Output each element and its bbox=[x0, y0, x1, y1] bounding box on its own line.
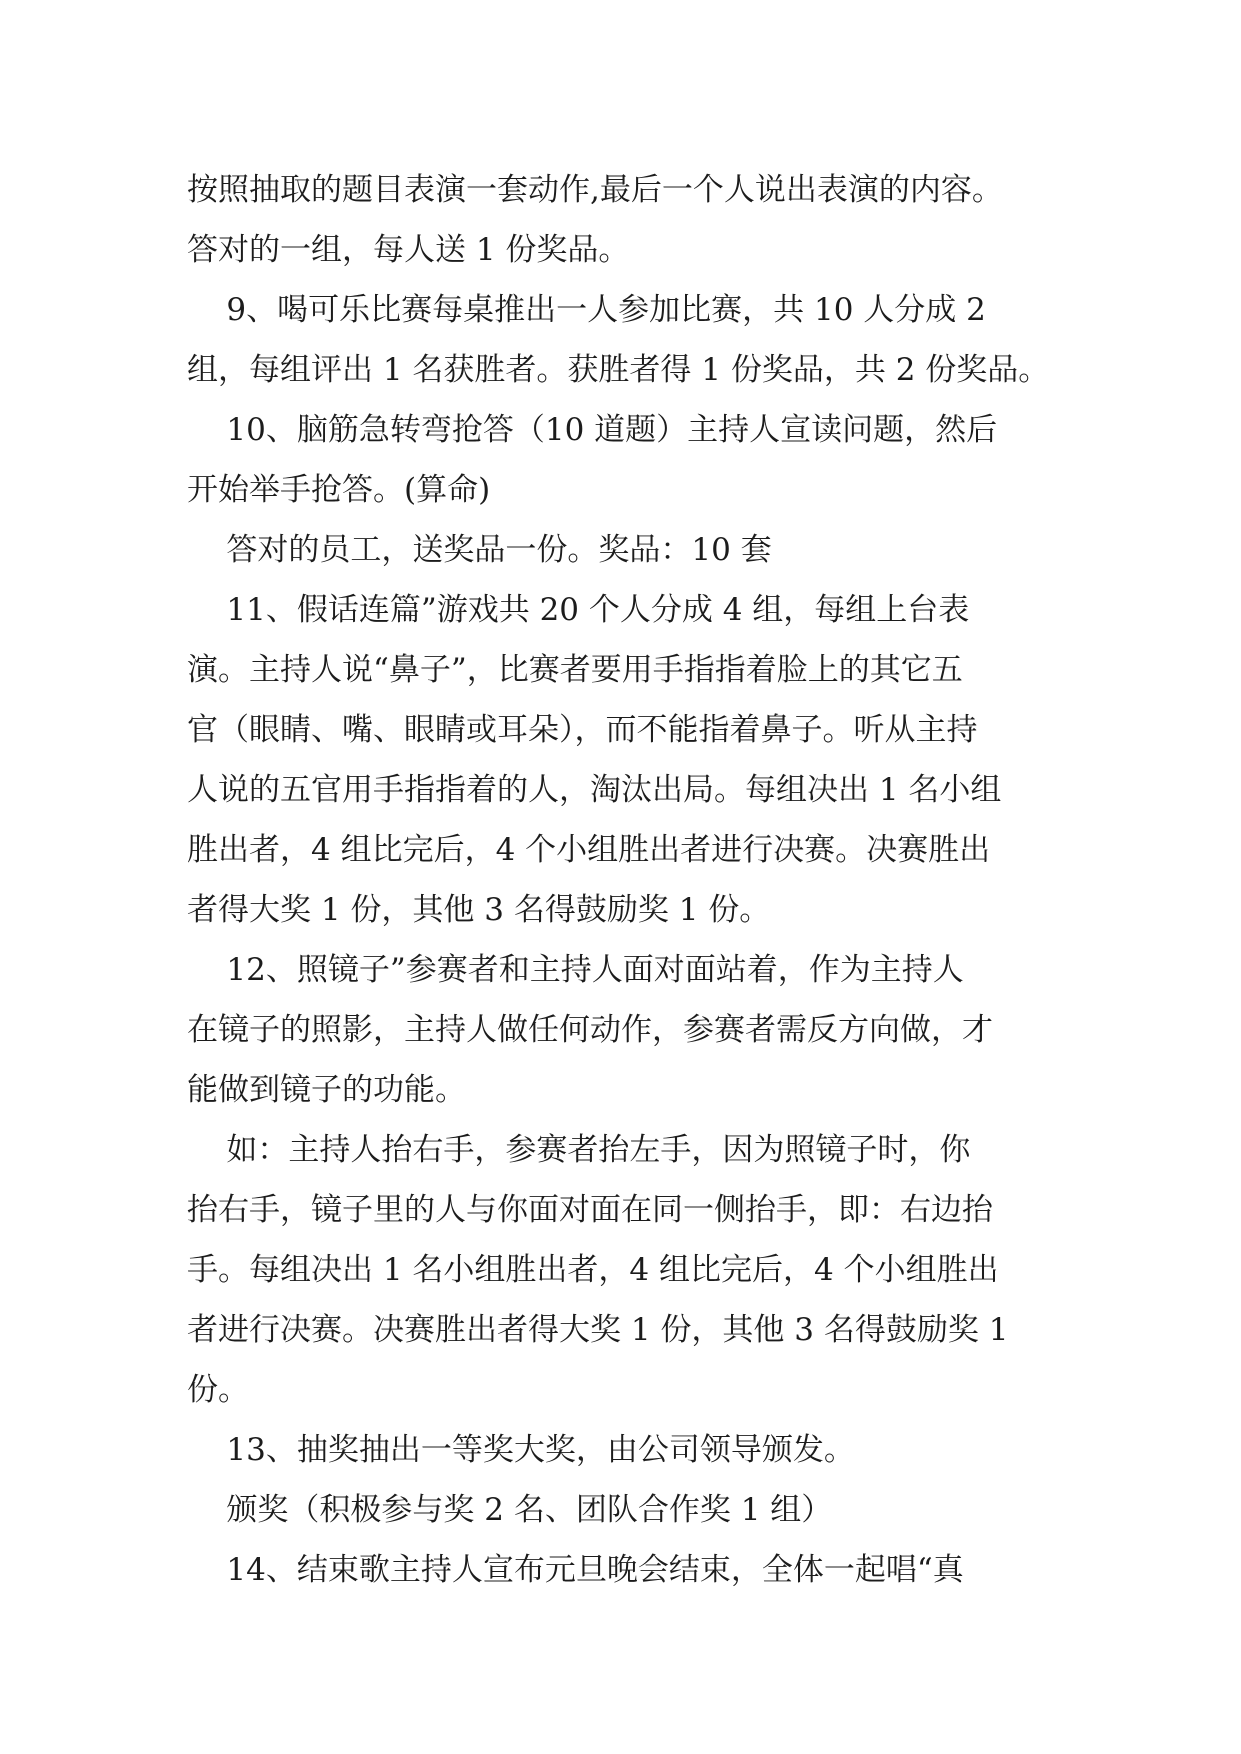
text-line: 能做到镜子的功能。 bbox=[187, 1072, 466, 1108]
text-line: 按照抽取的题目表演一套动作,最后一个人说出表演的内容。 bbox=[187, 172, 1003, 208]
text-line: 13、抽奖抽出一等奖大奖，由公司领导颁发。 bbox=[187, 1432, 855, 1468]
text-line: 颁奖（积极参与奖 2 名、团队合作奖 1 组） bbox=[187, 1492, 833, 1528]
text-line: 9、喝可乐比赛每桌推出一人参加比赛，共 10 人分成 2 bbox=[187, 292, 986, 328]
text-line: 演。主持人说“鼻子”，比赛者要用手指指着脸上的其它五 bbox=[187, 652, 963, 688]
text-line: 12、照镜子”参赛者和主持人面对面站着，作为主持人 bbox=[187, 952, 964, 988]
text-line: 者得大奖 1 份，其他 3 名得鼓励奖 1 份。 bbox=[187, 892, 771, 928]
text-line: 11、假话连篇”游戏共 20 个人分成 4 组，每组上台表 bbox=[187, 592, 970, 628]
text-line: 胜出者，4 组比完后，4 个小组胜出者进行决赛。决赛胜出 bbox=[187, 832, 991, 868]
text-line: 者进行决赛。决赛胜出者得大奖 1 份，其他 3 名得鼓励奖 1 bbox=[187, 1312, 1009, 1348]
text-line: 在镜子的照影，主持人做任何动作，参赛者需反方向做，才 bbox=[187, 1012, 993, 1048]
text-line: 答对的一组，每人送 1 份奖品。 bbox=[187, 232, 630, 268]
text-line: 如：主持人抬右手，参赛者抬左手，因为照镜子时，你 bbox=[187, 1132, 971, 1168]
text-line: 手。每组决出 1 名小组胜出者，4 组比完后，4 个小组胜出 bbox=[187, 1252, 999, 1288]
text-line: 14、结束歌主持人宣布元旦晚会结束，全体一起唱“真 bbox=[187, 1552, 964, 1588]
text-line: 抬右手，镜子里的人与你面对面在同一侧抬手，即：右边抬 bbox=[187, 1192, 993, 1228]
text-line: 10、脑筋急转弯抢答（10 道题）主持人宣读问题，然后 bbox=[187, 412, 998, 448]
text-line: 开始举手抢答。(算命) bbox=[187, 472, 491, 508]
text-line: 组，每组评出 1 名获胜者。获胜者得 1 份奖品，共 2 份奖品。 bbox=[187, 352, 1050, 388]
text-line: 人说的五官用手指指着的人，淘汰出局。每组决出 1 名小组 bbox=[187, 772, 1002, 808]
text-line: 份。 bbox=[187, 1372, 249, 1408]
text-line: 答对的员工，送奖品一份。奖品：10 套 bbox=[187, 532, 772, 568]
text-line: 官（眼睛、嘴、眼睛或耳朵），而不能指着鼻子。听从主持 bbox=[187, 712, 978, 748]
document-body bbox=[187, 160, 1067, 1600]
